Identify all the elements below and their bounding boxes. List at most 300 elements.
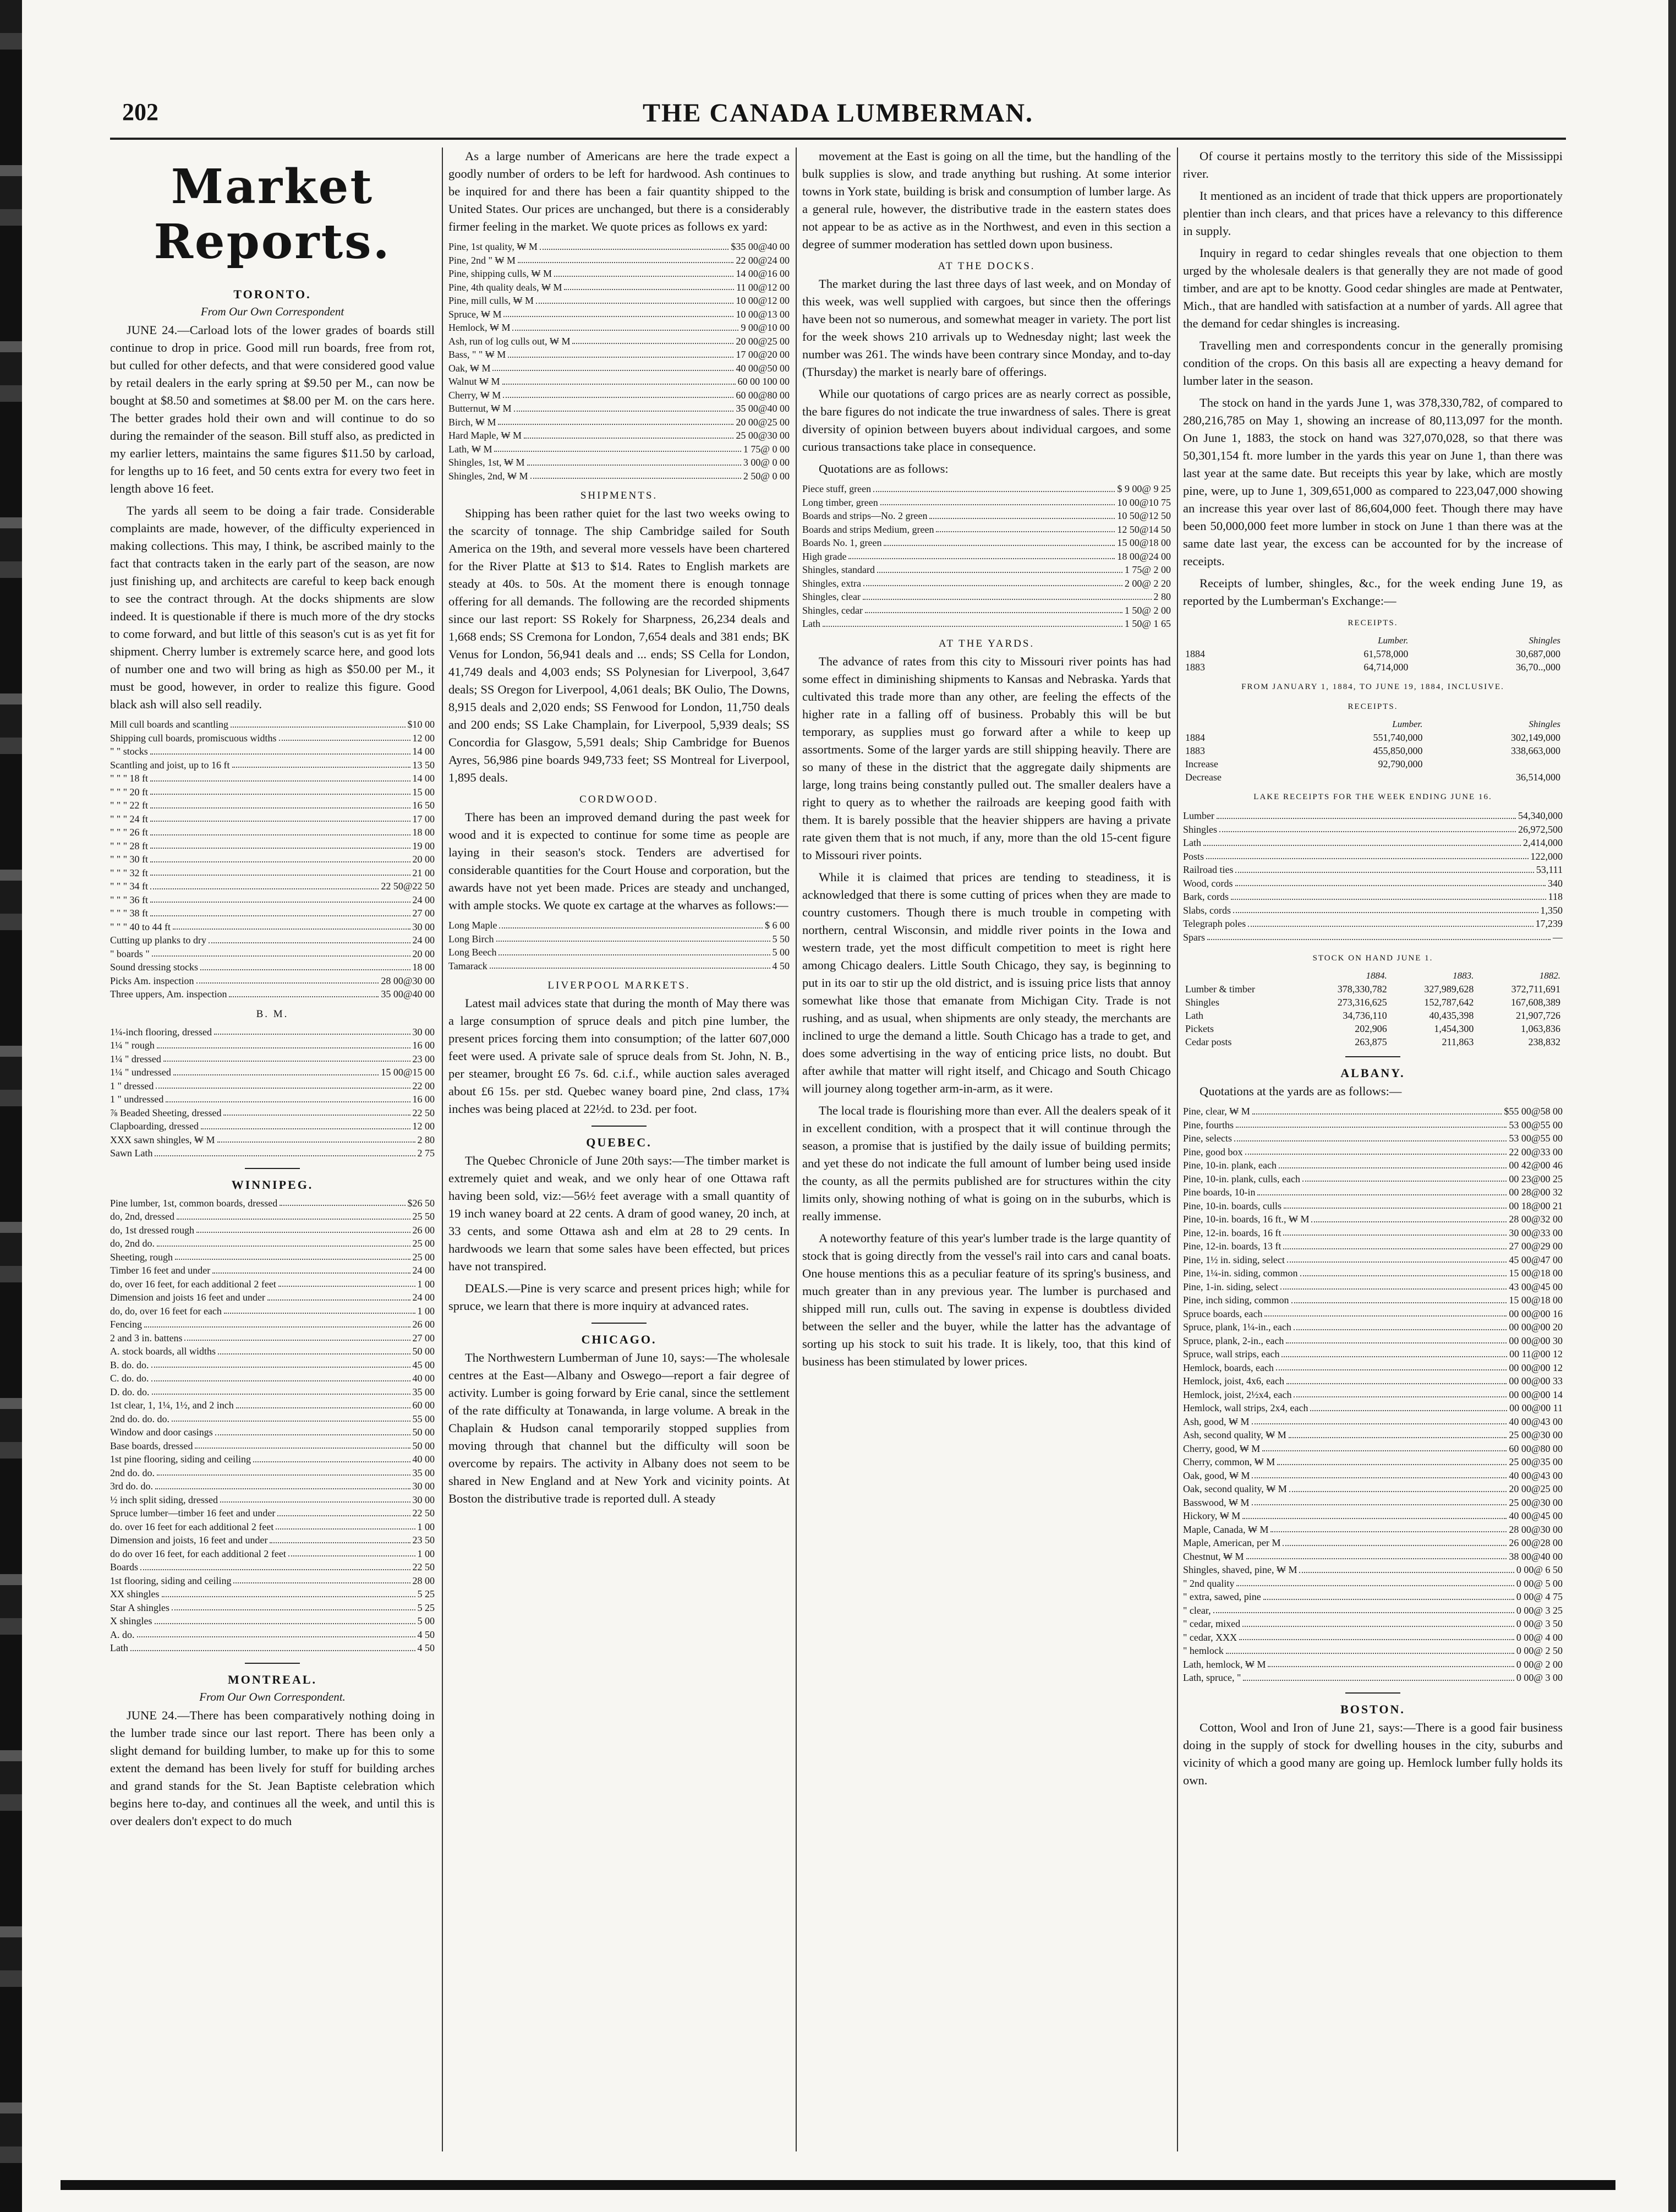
price-value: 28 00@32 00 xyxy=(1509,1214,1563,1225)
price-row xyxy=(1183,1401,1563,1415)
leader-dots xyxy=(209,933,410,943)
price-row xyxy=(1183,1644,1563,1658)
price-item: " " " 32 ft xyxy=(110,867,149,878)
price-item: A. do. xyxy=(110,1629,135,1640)
price-value: 00 23@00 25 xyxy=(1509,1173,1563,1184)
leader-dots xyxy=(150,893,410,903)
price-row xyxy=(802,482,1171,496)
price-item: Shingles, standard xyxy=(802,564,875,575)
price-value: 35 00@40 00 xyxy=(736,403,790,414)
price-item: Maple, American, per M xyxy=(1183,1537,1281,1548)
stock-on-hand-table: 1884. 1883. 1882. Lumber & timber 378,330,782 327,989,628 372,711,691 Shingles 273,316,625 152,787,642 167,608,389 Lath 34,736,110 40,435,398 21,907,726 Pickets 202,906 1,454,300 1,063,836 Cedar posts 263,875 211,863 238,832 xyxy=(1183,969,1563,1048)
price-item: Long Beech xyxy=(448,947,497,958)
from-january-caption: FROM JANUARY 1, 1884, TO JUNE 19, 1884, INCLUSIVE. xyxy=(1241,682,1504,691)
table-row: 1883 455,850,000 338,663,000 xyxy=(1185,745,1560,756)
leader-dots xyxy=(1299,1563,1514,1573)
leader-dots xyxy=(162,1587,415,1597)
table-cell: 327,989,628 xyxy=(1424,984,1474,995)
leader-dots xyxy=(150,880,379,889)
price-item: Spruce, plank, 2-in., each xyxy=(1183,1335,1284,1346)
price-item: ½ inch split siding, dressed xyxy=(110,1494,218,1505)
leader-dots xyxy=(157,1237,410,1247)
leader-dots xyxy=(236,1399,410,1408)
leader-dots xyxy=(137,1628,415,1638)
price-value: 30 00@33 00 xyxy=(1509,1227,1563,1238)
price-item: Sheeting, rough xyxy=(110,1251,173,1263)
price-row xyxy=(110,1372,435,1385)
price-row xyxy=(1183,1105,1563,1118)
price-row xyxy=(110,866,435,880)
leader-dots xyxy=(502,375,736,385)
paragraph: Inquiry in regard to cedar shingles reveals that one objection to them urged by the wholesale dealers is that generally they are not made of good timber, and are apt to be knotty. Good cedar shingles are made at Pentwater, Mich., that are handled with satisfaction at a number of yards. All agree that the demand for cedar shingles is increasing. xyxy=(1183,246,1563,330)
price-value: 0 00@ 3 50 xyxy=(1516,1618,1563,1629)
price-value: 00 11@00 12 xyxy=(1509,1348,1563,1359)
price-value: 17 00 xyxy=(412,813,435,824)
price-row xyxy=(1183,1442,1563,1456)
price-item: " " " 22 ft xyxy=(110,800,149,811)
leader-dots xyxy=(150,853,410,862)
price-value: 00 00@00 33 xyxy=(1509,1375,1563,1386)
price-row xyxy=(1183,1145,1563,1159)
price-item: Pine, 1½ in. siding, select xyxy=(1183,1254,1285,1265)
price-row xyxy=(110,1106,435,1120)
price-row xyxy=(110,1224,435,1237)
price-value: 5 50 xyxy=(772,933,790,944)
leader-dots xyxy=(1291,1293,1507,1303)
price-item: 1 " undressed xyxy=(110,1094,164,1105)
price-item: C. do. do. xyxy=(110,1373,149,1384)
leader-dots xyxy=(150,785,410,795)
leader-dots xyxy=(278,1277,415,1287)
price-row xyxy=(448,919,790,932)
price-value: 40 00@45 00 xyxy=(1509,1510,1563,1521)
price-item: XXX sawn shingles, ₩ M xyxy=(110,1134,215,1145)
price-value: 0 00@ 3 00 xyxy=(1516,1672,1563,1683)
price-item: Long Birch xyxy=(448,933,494,944)
section-divider xyxy=(245,1168,300,1169)
price-value: $35 00@40 00 xyxy=(731,241,790,252)
price-item: 1st clear, 1, 1¼, 1½, and 2 inch xyxy=(110,1400,234,1411)
price-value: 16 00 xyxy=(412,1094,435,1105)
decrease-row: Decrease 36,514,000 xyxy=(1185,772,1560,783)
table-row: 1884 551,740,000 302,149,000 xyxy=(1185,732,1560,743)
section-divider xyxy=(591,1126,647,1127)
price-value: $ 6 00 xyxy=(765,920,790,931)
price-value: 1,350 xyxy=(1540,904,1563,916)
price-row xyxy=(1183,1523,1563,1537)
leader-dots xyxy=(1246,1550,1507,1560)
leader-dots xyxy=(865,604,1122,614)
price-row xyxy=(448,959,790,973)
leader-dots xyxy=(1235,877,1546,887)
leader-dots xyxy=(1280,1280,1507,1290)
price-item: Cherry, good, ₩ M xyxy=(1183,1443,1261,1454)
leader-dots xyxy=(223,1106,410,1116)
price-row xyxy=(1183,1186,1563,1199)
price-value: 5 00 xyxy=(417,1615,435,1626)
price-item: Spruce, ₩ M xyxy=(448,308,502,320)
price-value: 4 50 xyxy=(417,1629,435,1640)
price-item: Shingles, cedar xyxy=(802,604,863,616)
price-row xyxy=(448,254,790,267)
leader-dots xyxy=(1235,863,1533,873)
price-row xyxy=(110,853,435,866)
price-row xyxy=(110,1093,435,1106)
price-row xyxy=(110,1412,435,1426)
leader-dots xyxy=(1264,1307,1507,1317)
price-row xyxy=(1183,850,1563,864)
price-item: Hard Maple, ₩ M xyxy=(448,430,522,441)
lake-receipts-list xyxy=(1183,809,1563,944)
montreal-continued xyxy=(448,148,790,236)
price-value: 1 75@ 0 00 xyxy=(743,443,790,455)
leader-dots xyxy=(499,946,770,955)
price-item: Shingles, 2nd, ₩ M xyxy=(448,470,528,482)
price-item: Walnut ₩ M xyxy=(448,376,500,387)
price-item: Hemlock, ₩ M xyxy=(448,322,511,333)
price-value: 26 00 xyxy=(412,1319,435,1330)
price-value: 13 50 xyxy=(412,759,435,771)
leader-dots xyxy=(1231,890,1546,900)
price-value: 10 50@12 50 xyxy=(1117,510,1171,521)
price-value: 15 00@18 00 xyxy=(1509,1295,1563,1306)
column-rule xyxy=(1177,148,1178,2151)
price-item: X shingles xyxy=(110,1615,152,1626)
price-item: " clear, xyxy=(1183,1604,1211,1616)
price-row xyxy=(110,1520,435,1534)
price-item: " " " 30 ft xyxy=(110,854,149,865)
table-cell: Shingles xyxy=(1185,997,1220,1008)
leader-dots xyxy=(200,960,410,970)
paragraph: Of course it pertains mostly to the territory this side of the Mississippi river. xyxy=(1183,149,1563,181)
price-item: Lath xyxy=(110,1642,128,1653)
price-row xyxy=(802,496,1171,510)
price-item: Boards and strips—No. 2 green xyxy=(802,510,928,521)
price-row xyxy=(110,718,435,731)
price-value: 23 50 xyxy=(412,1534,435,1545)
price-row xyxy=(110,1425,435,1439)
price-item: " boards " xyxy=(110,948,150,959)
leader-dots xyxy=(214,1025,410,1035)
price-row xyxy=(110,1291,435,1304)
price-item: Pine, 10-in. boards, culls xyxy=(1183,1200,1281,1211)
price-value: 53 00@55 00 xyxy=(1509,1119,1563,1130)
montreal-heading: MONTREAL. xyxy=(227,1672,317,1686)
price-item: 1st pine flooring, siding and ceiling xyxy=(110,1454,251,1465)
price-item: Pine, 2nd " ₩ M xyxy=(448,254,516,266)
leader-dots xyxy=(151,1372,410,1381)
winnipeg-heading: WINNIPEG. xyxy=(231,1177,314,1192)
price-item: Three uppers, Am. inspection xyxy=(110,988,227,1000)
price-row xyxy=(110,1533,435,1547)
leader-dots xyxy=(166,1093,410,1102)
price-row xyxy=(448,456,790,469)
table-cell: Lumber & timber xyxy=(1185,984,1255,995)
leader-dots xyxy=(564,281,734,291)
leader-dots xyxy=(150,799,410,809)
price-row xyxy=(1183,1496,1563,1510)
leader-dots xyxy=(196,974,379,984)
price-item: Hemlock, boards, each xyxy=(1183,1362,1274,1373)
price-item: Base boards, dressed xyxy=(110,1440,193,1451)
price-item: Butternut, ₩ M xyxy=(448,403,512,414)
leader-dots xyxy=(514,402,734,412)
leader-dots xyxy=(163,1052,410,1062)
leader-dots xyxy=(1294,1388,1507,1398)
price-row xyxy=(110,960,435,974)
column-3 xyxy=(802,148,1171,2151)
price-value: 22 50 xyxy=(412,1107,435,1118)
price-value: 00 28@00 32 xyxy=(1509,1187,1563,1198)
receipts-table-2 xyxy=(1183,718,1563,784)
price-item: Lath, spruce, " xyxy=(1183,1672,1241,1683)
leader-dots xyxy=(884,536,1115,546)
price-value: 22 00@24 00 xyxy=(736,254,790,266)
price-value: 00 00@00 20 xyxy=(1509,1321,1563,1332)
price-row xyxy=(1183,1388,1563,1402)
price-value: $26 50 xyxy=(407,1197,435,1209)
price-item: Spruce lumber—timber 16 feet and under xyxy=(110,1508,276,1519)
price-row xyxy=(110,1304,435,1318)
price-item: Bark, cords xyxy=(1183,891,1229,902)
price-row xyxy=(448,321,790,335)
price-item: Boards and strips Medium, green xyxy=(802,523,934,535)
price-item: Hemlock, joist, 2½x4, each xyxy=(1183,1389,1292,1400)
table-row xyxy=(1183,1009,1563,1022)
price-value: 3 00@ 0 00 xyxy=(743,457,790,468)
leader-dots xyxy=(173,1066,379,1075)
section-divider xyxy=(591,1323,647,1324)
montreal-correspondent: From Our Own Correspondent. xyxy=(199,1690,346,1703)
docks-heading: AT THE DOCKS. xyxy=(938,260,1036,272)
table-cell: 21,907,726 xyxy=(1516,1010,1560,1021)
price-row xyxy=(110,839,435,853)
price-value: 30 00 xyxy=(412,921,435,932)
price-value: 60 00 100 00 xyxy=(737,376,790,387)
price-row xyxy=(110,731,435,745)
toronto-heading: TORONTO. xyxy=(233,287,311,301)
docks-price-list xyxy=(802,482,1171,631)
leader-dots xyxy=(231,718,406,728)
price-value: 40 00@43 00 xyxy=(1509,1470,1563,1481)
price-row xyxy=(1183,1199,1563,1213)
leader-dots xyxy=(1206,850,1528,860)
price-value: 53,111 xyxy=(1536,864,1563,875)
price-row xyxy=(1183,1590,1563,1604)
price-item: " cedar, mixed xyxy=(1183,1618,1241,1629)
table-cell: 211,863 xyxy=(1442,1036,1474,1047)
price-row xyxy=(110,1210,435,1224)
table-cell: 34,736,110 xyxy=(1343,1010,1387,1021)
price-value: 1 75@ 2 00 xyxy=(1124,564,1171,575)
price-value: 21 00 xyxy=(412,867,435,878)
price-row xyxy=(110,880,435,893)
section-divider xyxy=(245,1663,300,1664)
table-cell: 167,608,389 xyxy=(1511,997,1560,1008)
price-value: 15 00 xyxy=(412,786,435,798)
leader-dots xyxy=(150,906,410,916)
price-item: Ash, second quality, ₩ M xyxy=(1183,1429,1286,1440)
leader-dots xyxy=(1289,1482,1507,1492)
price-row xyxy=(110,1628,435,1642)
bottom-rule xyxy=(61,2180,1615,2190)
leader-dots xyxy=(1233,904,1538,914)
price-value: 0 00@ 3 25 xyxy=(1516,1604,1563,1616)
price-row xyxy=(1183,1631,1563,1645)
increase-row: Increase 92,790,000 xyxy=(1185,758,1423,769)
price-row xyxy=(448,469,790,483)
price-row xyxy=(448,267,790,281)
leader-dots xyxy=(177,1210,410,1220)
price-item: " " " 24 ft xyxy=(110,813,149,824)
leader-dots xyxy=(823,617,1122,627)
price-value: 10 00@13 00 xyxy=(736,308,790,320)
cordwood-price-list xyxy=(448,919,790,973)
price-row xyxy=(1183,1172,1563,1186)
leader-dots xyxy=(157,1039,410,1048)
albany-price-list xyxy=(1183,1105,1563,1685)
journal-title: THE CANADA LUMBERMAN. xyxy=(642,99,1033,128)
price-row xyxy=(1183,1334,1563,1348)
price-row xyxy=(1183,1212,1563,1226)
price-row xyxy=(1183,1658,1563,1672)
leader-dots xyxy=(217,1133,415,1143)
price-value: 24 00 xyxy=(412,894,435,905)
leader-dots xyxy=(936,523,1115,533)
section-divider xyxy=(1345,1056,1400,1057)
table-cell: 372,711,691 xyxy=(1511,984,1560,995)
price-item: " hemlock xyxy=(1183,1645,1224,1656)
lake-receipts-caption: LAKE RECEIPTS FOR THE WEEK ENDING JUNE 16. xyxy=(1253,793,1492,801)
price-item: " " " 40 to 44 ft xyxy=(110,921,171,932)
montreal-paragraphs xyxy=(110,1707,435,1830)
price-row xyxy=(802,590,1171,604)
price-item: Shingles xyxy=(1183,823,1218,835)
price-value: 2 00@ 2 20 xyxy=(1124,577,1171,589)
leader-dots xyxy=(1217,809,1516,819)
price-value: 22 50 xyxy=(412,1561,435,1572)
leader-dots xyxy=(267,1291,410,1301)
price-value: 22 50 xyxy=(412,1508,435,1519)
price-row xyxy=(110,1452,435,1466)
price-row xyxy=(1183,1671,1563,1685)
leader-dots xyxy=(1287,1253,1507,1263)
leader-dots xyxy=(150,826,410,835)
paragraph: The market during the last three days of last week, and on Monday of this week, was well supplied with cargoes, but since then the offerings have been not so numerous, and somewhat meager in variety. The port list for the week shows 210 arrivals up to Wednesday night; last week the number was 261. The winds have been contrary since Monday, and to-day (Thursday) the market is nearly bare of offerings. xyxy=(802,277,1171,379)
price-item: Pine, 1st quality, ₩ M xyxy=(448,241,538,252)
price-value: 20 00 xyxy=(412,948,435,959)
price-item: Spruce, plank, 1¼-in., each xyxy=(1183,1321,1291,1332)
price-row xyxy=(110,812,435,826)
price-value: 25 00@35 00 xyxy=(1509,1456,1563,1467)
leader-dots xyxy=(527,456,741,466)
price-value: 27 00@29 00 xyxy=(1509,1241,1563,1252)
price-value: 10 00@10 75 xyxy=(1117,496,1171,508)
receipts-caption: RECEIPTS. xyxy=(1348,619,1398,627)
price-value: 5 25 xyxy=(417,1602,435,1613)
price-item: Oak, good, ₩ M xyxy=(1183,1470,1250,1481)
table-cell: 1,454,300 xyxy=(1434,1023,1474,1034)
price-item: 1¼-inch flooring, dressed xyxy=(110,1026,212,1037)
price-value: 20 00 xyxy=(412,854,435,865)
leader-dots xyxy=(490,959,770,969)
receipts2-col-lumber: Lumber. xyxy=(1392,719,1423,729)
bm-heading: B. M. xyxy=(256,1008,289,1020)
paragraph: Receipts of lumber, shingles, &c., for the week ending June 19, as reported by the Lumberman's Exchange:— xyxy=(1183,576,1563,608)
yards-heading: AT THE YARDS. xyxy=(938,637,1035,649)
price-item: Shipping cull boards, promiscuous widths xyxy=(110,732,277,744)
receipts2-col-shingles: Shingles xyxy=(1529,719,1560,729)
price-value: 25 50 xyxy=(412,1211,435,1222)
price-value: 0 00@ 4 00 xyxy=(1516,1631,1563,1643)
shipments-heading: SHIPMENTS. xyxy=(580,490,658,501)
price-row xyxy=(110,1025,435,1039)
table-cell: 273,316,625 xyxy=(1337,997,1387,1008)
price-item: XX shingles xyxy=(110,1588,160,1599)
price-row xyxy=(110,933,435,947)
price-item: Spruce boards, each xyxy=(1183,1308,1263,1319)
shipments-text: Shipping has been rather quiet for the last two weeks owing to the scarcity of tonnage. The ship Cambridge sailed for South America on the 19th, and several more vessels have been chartered for the River Platte at $13 to $14. Rates to English markets are steady at 40s. to 50s. At the moment there is enough tonnage offering for all demands. The following are the recorded shipments since our last report: SS Rokely for Sharpness, 26,234 deals and 1,668 ends; SS Cremona for London, 7,654 deals and 381 ends; BK Venus for London, 56,941 deals and ... ends; SS Cella for London, 41,749 deals and 4,003 ends; SS Polynesian for Liverpool, 3,647 deals; SS Oregon for Liverpool, 4,061 deals; BK Oulio, The Downs, 8,915 deals and 2,020 ends; SS Fenwood for London, 11,750 deals and 200 ends; SS Lake Champlain, for Liverpool, 5,939 deals; SS Concordia for Glasgow, 5,591 deals; Ship Cambridge for Buenos Ayres, 56,986 pine boards 949,733 feet; SS Montreal for Liverpool, 1,895 deals. xyxy=(448,506,790,784)
price-item: Cutting up planks to dry xyxy=(110,935,206,946)
price-row xyxy=(1183,1577,1563,1591)
paragraph: The stock on hand in the yards June 1, was 378,330,782, of compared to 280,216,785 on May 1, showing an increase of 80,113,097 for the month. On June 1, 1883, the stock on hand was 327,070,028, so that there was 50,301,154 ft. more lumber in the yards this year on June 1, than there was last year at the same date. But receipts this year by lake, which are mostly pine, were, up to June 1, 309,651,000 as compared to 223,047,000 showing an increase this year over last of 86,604,000 feet. Though there may have been 50,000,000 feet more lumber in stock on June 1 than there was at the same date last year, the excess can be accounted for by the increase of receipts. xyxy=(1183,396,1563,568)
paragraph: movement at the East is going on all the time, but the handling of the bulk supplies is slow, and trade anything but rushing. At some interior towns in York state, building is brisk and consumption of lumber large. As a general rule, however, the distributive trade in the eastern states does not appear to be as active as in the Northwest, and even in this section a degree of summer moderation has settled down upon business. xyxy=(802,149,1171,251)
price-item: Scantling and joist, up to 16 ft xyxy=(110,759,230,771)
price-item: Dimension and joists 16 feet and under xyxy=(110,1292,265,1303)
price-item: do, over 16 feet, for each additional 2 feet xyxy=(110,1278,276,1290)
table-row: 1883 64,714,000 36,70..,000 xyxy=(1185,662,1560,673)
leader-dots xyxy=(496,932,770,942)
price-value: 00 42@00 46 xyxy=(1509,1160,1563,1171)
price-value: 43 00@45 00 xyxy=(1509,1281,1563,1292)
price-value: 40 00@50 00 xyxy=(736,362,790,374)
price-value: 1 50@ 1 65 xyxy=(1124,618,1171,629)
price-row xyxy=(110,1264,435,1277)
price-row xyxy=(110,1614,435,1628)
price-value: 00 00@00 14 xyxy=(1509,1389,1563,1400)
price-value: 2 50@ 0 00 xyxy=(743,470,790,482)
leader-dots xyxy=(150,866,410,876)
price-item: " " " 28 ft xyxy=(110,840,149,851)
price-value: 18 00 xyxy=(412,962,435,973)
price-value: 20 00@25 00 xyxy=(736,416,790,428)
chicago-heading: CHICAGO. xyxy=(581,1332,657,1346)
price-value: 60 00@80 00 xyxy=(736,389,790,401)
price-row xyxy=(448,429,790,443)
leader-dots xyxy=(150,839,410,849)
leader-dots xyxy=(1234,1132,1507,1141)
leader-dots xyxy=(1213,1604,1514,1614)
price-row xyxy=(110,1574,435,1588)
price-value: 35 00 xyxy=(412,1467,435,1478)
price-row xyxy=(802,509,1171,523)
price-row xyxy=(110,1331,435,1345)
price-value: 122,000 xyxy=(1530,850,1563,862)
quebec-paragraphs xyxy=(448,1152,790,1315)
paragraph: The advance of rates from this city to Missouri river points has had some effect in diminishing shipments to Kansas and Nebraska. Yards that cultivated this trade more than any other, are feeling the effects of the higher rate in a falling off of business. Probably this will be but temporary, as supplies must go forward after a while to keep up assortments. Some of the larger yards are still shipping heavily. There are so many of these in the district that the aggregate daily shipments are large, long trains being constantly pulled out. The smaller dealers have a right to query as to whether the railroads are keeping good faith with them. It is barely possible that the heavier shippers are having a private rate given them that is not much, if any, more than the old 15-cent figure to Missouri river points. xyxy=(802,654,1171,862)
leader-dots xyxy=(1257,1186,1507,1195)
docks-paragraphs xyxy=(802,275,1171,478)
leader-dots xyxy=(140,1560,410,1570)
toronto-price-list xyxy=(110,718,435,1001)
liverpool-text: Latest mail advices state that during the month of May there was a large consumption of spruce deals and pitch pine lumber, the present prices forcing them into consumption; of the latter 607,000 feet were used. A private sale of spruce deals from St. John, N. B., per steamer, brought £6 7s. 6d. c.i.f., while auction sales averaged about £6 15s. per std. Quebec waney board pine, 2nd class, 17¾ inches was being placed at 22½d. to 23d. per foot. xyxy=(448,996,790,1116)
price-value: 14 00 xyxy=(412,746,435,757)
price-item: Shingles, shaved, pine, ₩ M xyxy=(1183,1564,1297,1575)
price-value: 118 xyxy=(1548,891,1563,902)
price-row xyxy=(802,563,1171,577)
price-item: Pine, 1¼-in. siding, common xyxy=(1183,1268,1298,1279)
price-row xyxy=(448,443,790,456)
